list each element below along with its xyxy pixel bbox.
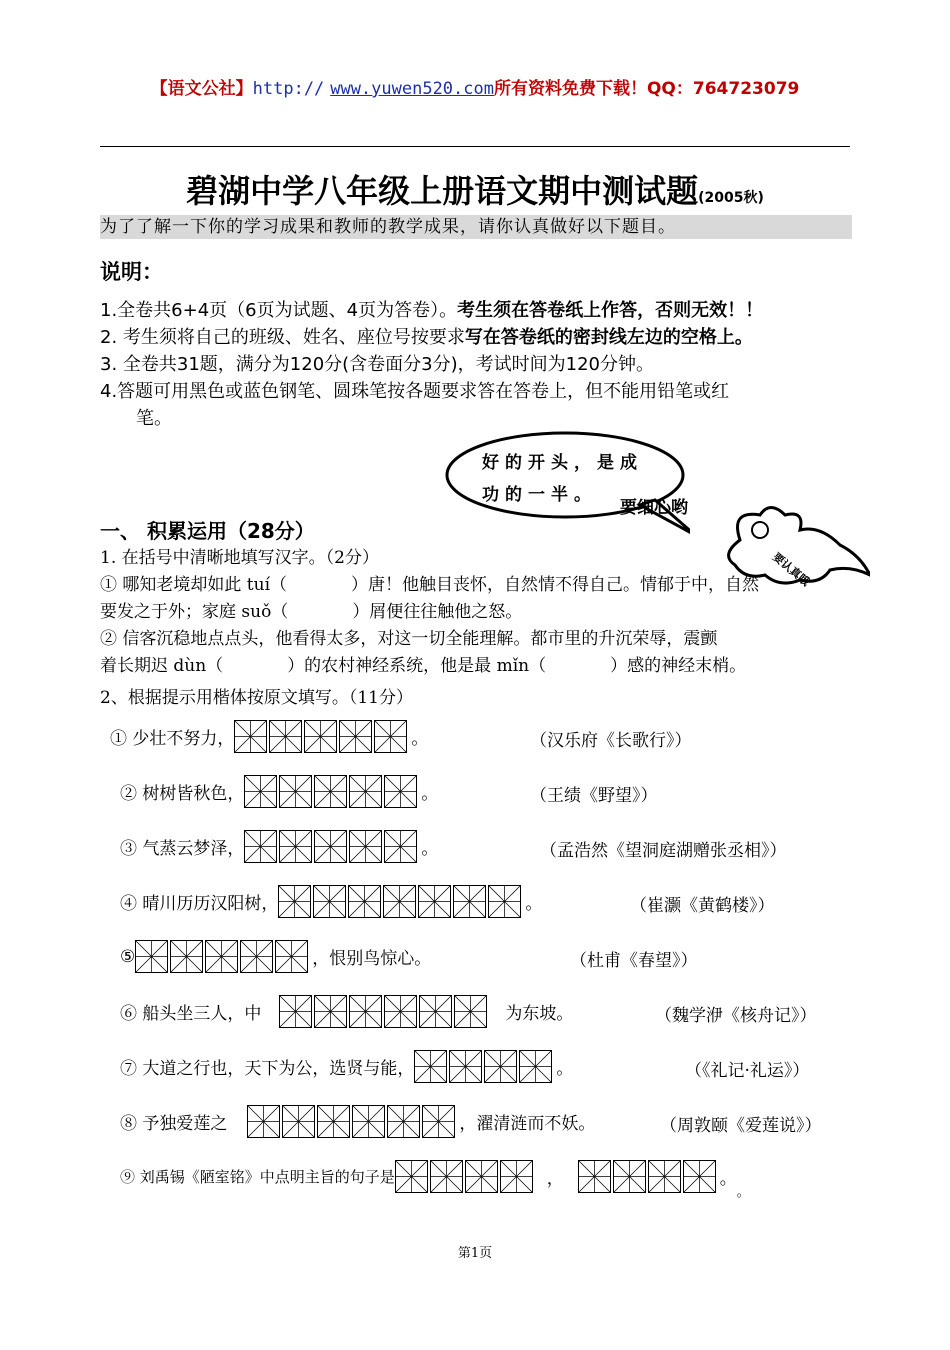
writing-grid-cell[interactable] xyxy=(683,1160,716,1193)
section-1-heading: 一、 积累运用（28分） xyxy=(100,519,315,543)
writing-grid-cell[interactable] xyxy=(269,720,302,753)
question-1 xyxy=(100,545,855,680)
q1-p1d: ）屑便往往触他之怒。 xyxy=(352,602,523,622)
writing-grid-cell[interactable] xyxy=(317,1105,350,1138)
writing-grid-cell[interactable] xyxy=(613,1160,646,1193)
writing-grid-cell[interactable] xyxy=(519,1050,552,1083)
writing-grid-cell[interactable] xyxy=(349,830,382,863)
note-1-bold: 考生须在答卷纸上作答，否则无效！！ xyxy=(457,300,764,321)
writing-grid xyxy=(395,1160,533,1193)
poem-before-text: ③ 气蒸云梦泽， xyxy=(120,839,245,859)
writing-grid-cell[interactable] xyxy=(314,775,347,808)
writing-grid-cell[interactable] xyxy=(304,720,337,753)
be-careful-label: 要细心哟 xyxy=(620,498,688,518)
note-3: 3. 全卷共31题，满分为120分(含卷面分3分)，考试时间为120分钟。 xyxy=(100,354,655,375)
writing-grid-cell[interactable] xyxy=(170,940,203,973)
poem-source: （崔灏《黄鹤楼》） xyxy=(630,896,775,916)
poem-source: （《礼记·礼运》） xyxy=(685,1061,810,1081)
writing-grid-cell[interactable] xyxy=(430,1160,463,1193)
poem-after-text: 。 xyxy=(421,839,439,859)
title-main: 碧湖中学八年级上册语文期中测试题 xyxy=(186,172,699,210)
poem-row xyxy=(120,940,431,973)
writing-grid-cell[interactable] xyxy=(374,720,407,753)
writing-grid-cell[interactable] xyxy=(453,885,486,918)
note-1-text: 1.全卷共6+4页（6页为试题、4页为答卷）。 xyxy=(100,300,458,321)
writing-grid-cell[interactable] xyxy=(414,1050,447,1083)
writing-grid-cell[interactable] xyxy=(240,940,273,973)
writing-grid xyxy=(278,885,521,918)
poem-before-text: ⑤ xyxy=(120,946,136,967)
note-2-bold: 写在答卷纸的密封线左边的空格上。 xyxy=(464,327,753,348)
site-header xyxy=(0,74,950,99)
writing-grid-cell[interactable] xyxy=(352,1105,385,1138)
note-4 xyxy=(100,378,860,405)
poem-before-text: ⑧ 予独爱莲之 xyxy=(120,1114,228,1134)
poem-row xyxy=(110,720,428,753)
writing-grid-cell[interactable] xyxy=(484,1050,517,1083)
poem-row xyxy=(120,885,542,918)
writing-grid-cell[interactable] xyxy=(488,885,521,918)
poem-source: （杜甫《春望》） xyxy=(570,951,698,971)
writing-grid-cell[interactable] xyxy=(135,940,168,973)
poem-after-text: 。 xyxy=(556,1059,574,1079)
writing-grid-cell[interactable] xyxy=(449,1050,482,1083)
poem-before-text: ⑦ 大道之行也，天下为公，选贤与能， xyxy=(120,1059,415,1079)
poem-source: （王绩《野望》） xyxy=(530,786,658,806)
q1-p2d: ）感的神经末梢。 xyxy=(610,656,747,676)
writing-grid-cell[interactable] xyxy=(384,995,417,1028)
note-2 xyxy=(100,324,860,351)
poem-source: （汉乐府《长歌行》） xyxy=(530,731,692,751)
poem-row xyxy=(120,1050,573,1083)
writing-grid xyxy=(247,1105,455,1138)
writing-grid-cell[interactable] xyxy=(578,1160,611,1193)
writing-grid-cell[interactable] xyxy=(247,1105,280,1138)
writing-grid-cell[interactable] xyxy=(648,1160,681,1193)
q2-title: 2、根据提示用楷体按原文填写。（11分） xyxy=(100,688,413,708)
poem-source: （魏学洢《核舟记》） xyxy=(655,1006,817,1026)
poem-before-text: ① 少壮不努力， xyxy=(110,729,235,749)
q1-p1a: ① 哪知老境却如此 tuí（ xyxy=(100,575,288,595)
writing-grid-cell[interactable] xyxy=(422,1105,455,1138)
page-title xyxy=(0,166,950,212)
q1-p1b: ）唐！他触目丧怀，自然情不得自己。情郁于中，自然 xyxy=(351,575,760,595)
writing-grid xyxy=(244,775,417,808)
header-rule xyxy=(100,146,850,147)
writing-grid-cell[interactable] xyxy=(349,995,382,1028)
poem-source: （孟浩然《望洞庭湖赠张丞相》） xyxy=(540,841,787,861)
instructions-heading: 说明： xyxy=(100,260,163,284)
poem-after-text: ，恨别鸟惊心。 xyxy=(312,949,432,969)
writing-grid-cell[interactable] xyxy=(244,830,277,863)
poem-before-text: ④ 晴川历历汉阳树， xyxy=(120,894,279,914)
poem-row xyxy=(120,775,438,808)
writing-grid-cell[interactable] xyxy=(279,830,312,863)
writing-grid-cell[interactable] xyxy=(313,885,346,918)
poem-source: （周敦颐《爱莲说》） xyxy=(660,1116,822,1136)
page-number: 第1页 xyxy=(457,1246,493,1261)
writing-grid-cell[interactable] xyxy=(454,995,487,1028)
poem-row xyxy=(120,1160,750,1200)
poem-before-text: ⑨ 刘禹锡《陋室铭》中点明主旨的句子是 xyxy=(120,1168,395,1186)
writing-grid-cell[interactable] xyxy=(384,775,417,808)
poem-after-text: 为东坡。 xyxy=(505,1004,574,1024)
q1-item-2-cont xyxy=(100,653,855,680)
writing-grid-cell[interactable] xyxy=(383,885,416,918)
poem-after-text: 。 xyxy=(411,729,429,749)
writing-grid-cell[interactable] xyxy=(275,940,308,973)
writing-grid-cell[interactable] xyxy=(418,885,451,918)
writing-grid-cell[interactable] xyxy=(395,1160,428,1193)
writing-grid-cell[interactable] xyxy=(339,720,372,753)
writing-grid-cell[interactable] xyxy=(387,1105,420,1138)
writing-grid-cell[interactable] xyxy=(278,885,311,918)
writing-grid xyxy=(135,940,308,973)
poem-before-text: ② 树树皆秋色， xyxy=(120,784,245,804)
poem-after-text: ，濯清涟而不妖。 xyxy=(459,1114,596,1134)
q1-title: 1. 在括号中清晰地填写汉字。（2分） xyxy=(100,548,379,568)
writing-grid-cell[interactable] xyxy=(465,1160,498,1193)
bubble-line-2: 功的一半。 xyxy=(482,485,597,505)
writing-grid-cell[interactable] xyxy=(282,1105,315,1138)
q1-item-1 xyxy=(100,572,855,599)
writing-grid xyxy=(279,995,487,1028)
poem-row xyxy=(120,995,573,1028)
writing-grid xyxy=(578,1160,716,1193)
header-url-link[interactable]: www.yuwen520.com xyxy=(330,79,494,99)
note-4-text: 4.答题可用黑色或蓝色钢笔、圆珠笔按各题要求答在答卷上，但不能用铅笔或红 xyxy=(100,381,730,402)
poem-after-text: 。 xyxy=(421,784,439,804)
header-tail: 所有资料免费下载！QQ：764723079 xyxy=(493,79,800,99)
bubble-line-1: 好的开头，是成 xyxy=(482,453,643,473)
writing-grid-cell[interactable] xyxy=(419,995,452,1028)
writing-grid-cell[interactable] xyxy=(348,885,381,918)
header-brand: 【语文公社】 xyxy=(150,79,253,99)
poem-after-text: 。 xyxy=(719,1169,737,1189)
title-sub: (2005秋) xyxy=(698,190,764,206)
writing-grid-cell[interactable] xyxy=(244,775,277,808)
speech-bubble xyxy=(440,430,690,540)
q1-p1c: 要发之于外；家庭 suǒ（ xyxy=(100,602,289,622)
writing-grid-cell[interactable] xyxy=(500,1160,533,1193)
writing-grid-cell[interactable] xyxy=(349,775,382,808)
poem-tail-text: 。 xyxy=(736,1185,750,1200)
poem-before-text: ⑥ 船头坐三人，中 xyxy=(120,1004,262,1024)
note-1 xyxy=(100,297,860,324)
intro-banner: 为了了解一下你的学习成果和教师的教学成果，请你认真做好以下题目。 xyxy=(100,215,852,239)
q1-item-2: ② 信客沉稳地点点头，他看得太多，对这一切全能理解。都市里的升沉荣辱，震颤 xyxy=(100,629,718,649)
poem-row xyxy=(120,1105,595,1138)
writing-grid xyxy=(234,720,407,753)
writing-grid-cell[interactable] xyxy=(234,720,267,753)
note-2-text: 2. 考生须将自己的班级、姓名、座位号按要求 xyxy=(100,327,465,348)
writing-grid-cell[interactable] xyxy=(279,775,312,808)
writing-grid-cell[interactable] xyxy=(384,830,417,863)
poem-row xyxy=(120,830,438,863)
writing-grid xyxy=(244,830,417,863)
writing-grid-cell[interactable] xyxy=(314,830,347,863)
sticker-text: 要认真哦 xyxy=(770,550,813,589)
instructions-list xyxy=(100,297,860,432)
header-http: http:// xyxy=(252,79,325,99)
writing-grid-cell[interactable] xyxy=(205,940,238,973)
q1-p2c: ）的农村神经系统，他是最 mǐn（ xyxy=(287,656,547,676)
writing-grid xyxy=(414,1050,552,1083)
writing-grid-cell[interactable] xyxy=(279,995,312,1028)
note-4-cont: 笔。 xyxy=(136,408,172,429)
writing-grid-cell[interactable] xyxy=(314,995,347,1028)
q1-p2b: 着长期迟 dùn（ xyxy=(100,656,224,676)
q1-item-1-cont xyxy=(100,599,855,626)
poem-after-text: 。 xyxy=(525,894,543,914)
poem-middle-text: ， xyxy=(546,1169,564,1189)
